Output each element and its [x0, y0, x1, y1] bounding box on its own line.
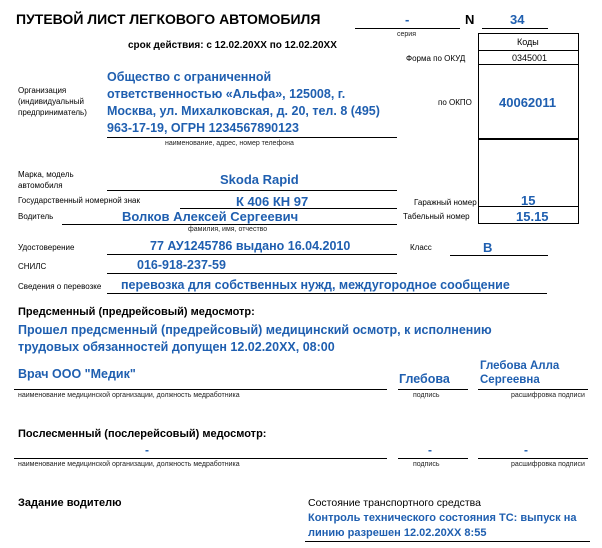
brand-underline	[107, 190, 397, 191]
org-line-4: 963-17-19, ОГРН 1234567890123	[107, 121, 299, 135]
brand-value: Skoda Rapid	[220, 172, 299, 187]
org-caption: наименование, адрес, номер телефона	[165, 140, 294, 147]
org-underline	[107, 137, 397, 138]
pre-exam-decoding-underline	[478, 389, 588, 390]
pre-exam-decoding-2: Сергеевна	[480, 374, 540, 386]
post-exam-signature: -	[428, 443, 432, 457]
pre-exam-org-caption: наименование медицинской организации, должность медработника	[18, 392, 240, 399]
codes-header: Коды	[517, 37, 539, 47]
driver-label: Водитель	[18, 212, 54, 221]
transport-value: перевозка для собственных нужд, междугородное сообщение	[121, 278, 510, 292]
state-underline	[305, 541, 590, 542]
class-value: B	[483, 240, 493, 255]
org-line-1: Общество с ограниченной	[107, 70, 272, 84]
number-label: N	[465, 12, 475, 27]
state-value-1: Контроль технического состояния ТС: выпуск на	[308, 512, 577, 524]
pre-exam-sign-underline	[398, 389, 468, 390]
okpo-label: по ОКПО	[438, 98, 472, 107]
post-exam-sign-caption: подпись	[413, 461, 440, 468]
org-label-3: предприниматель)	[18, 108, 87, 117]
driver-name: Волков Алексей Сергеевич	[122, 209, 299, 224]
license-underline	[107, 254, 397, 255]
pre-exam-org-underline	[14, 389, 387, 390]
state-value-2: линию разрешен 12.02.20XX 8:55	[308, 527, 487, 539]
post-exam-org-caption: наименование медицинской организации, должность медработника	[18, 461, 240, 468]
series-line	[355, 28, 460, 29]
state-label: Состояние транспортного средства	[308, 497, 481, 509]
snils-underline	[107, 273, 397, 274]
tabel-label: Табельный номер	[403, 212, 470, 221]
plate-value: К 406 КН 97	[236, 194, 309, 209]
task-label: Задание водителю	[18, 497, 122, 509]
codes-box	[478, 33, 579, 139]
plate-label: Государственный номерной знак	[18, 196, 140, 205]
driver-underline	[62, 224, 397, 225]
driver-name-caption: фамилия, имя, отчество	[188, 226, 268, 233]
pre-exam-text-2: трудовых обязанностей допущен 12.02.20XX, 08:00	[18, 340, 335, 354]
pre-exam-decoding-1: Глебова Алла	[480, 360, 560, 372]
garage-label: Гаражный номер	[414, 198, 477, 207]
pre-exam-sign-caption: подпись	[413, 392, 440, 399]
pre-exam-decoding-caption: расшифровка подписи	[511, 392, 585, 399]
post-exam-decoding-caption: расшифровка подписи	[511, 461, 585, 468]
org-line-2: ответственностью «Альфа», 125008, г.	[107, 87, 346, 101]
document-title: ПУТЕВОЙ ЛИСТ ЛЕГКОВОГО АВТОМОБИЛЯ	[16, 11, 321, 27]
license-label: Удостоверение	[18, 243, 75, 252]
org-line-3: Москва, ул. Михалковская, д. 20, тел. 8 (495)	[107, 104, 380, 118]
series-caption: серия	[397, 31, 416, 38]
org-label-1: Организация	[18, 86, 67, 95]
pre-exam-text-1: Прошел предсменный (предрейсовый) медицинский осмотр, к исполнению	[18, 323, 492, 337]
brand-label-2: автомобиля	[18, 181, 63, 190]
okud-value: 0345001	[512, 53, 548, 63]
transport-underline	[107, 293, 547, 294]
post-exam-org: -	[145, 443, 149, 457]
pre-exam-signature: Глебова	[399, 372, 450, 386]
garage-value: 15	[521, 193, 536, 208]
codes-divider-2	[478, 64, 579, 65]
codes-divider-1	[478, 50, 579, 51]
org-label-2: (индивидуальный	[18, 97, 84, 106]
validity-period: срок действия: с 12.02.20XX по 12.02.20XX	[128, 40, 337, 51]
post-exam-org-underline	[14, 458, 387, 459]
tabel-value: 15.15	[516, 209, 549, 224]
snils-label: СНИЛС	[18, 262, 47, 271]
brand-label-1: Марка, модель	[18, 170, 74, 179]
class-underline	[450, 255, 548, 256]
class-label: Класс	[410, 243, 432, 252]
post-exam-decoding-underline	[478, 458, 588, 459]
post-exam-sign-underline	[398, 458, 468, 459]
okud-label: Форма по ОКУД	[406, 54, 466, 63]
snils-value: 016-918-237-59	[137, 258, 226, 272]
license-value: 77 АУ1245786 выдано 16.04.2010	[150, 239, 351, 253]
transport-label: Сведения о перевозке	[18, 282, 102, 291]
post-exam-decoding: -	[524, 443, 528, 457]
post-exam-heading: Послесменный (послерейсовый) медосмотр:	[18, 428, 267, 440]
pre-exam-heading: Предсменный (предрейсовый) медосмотр:	[18, 306, 255, 318]
number-line	[482, 28, 548, 29]
okpo-value: 40062011	[499, 95, 557, 110]
number-value: 34	[510, 12, 525, 27]
series-value: -	[405, 12, 410, 27]
pre-exam-org: Врач ООО "Медик"	[18, 367, 136, 381]
